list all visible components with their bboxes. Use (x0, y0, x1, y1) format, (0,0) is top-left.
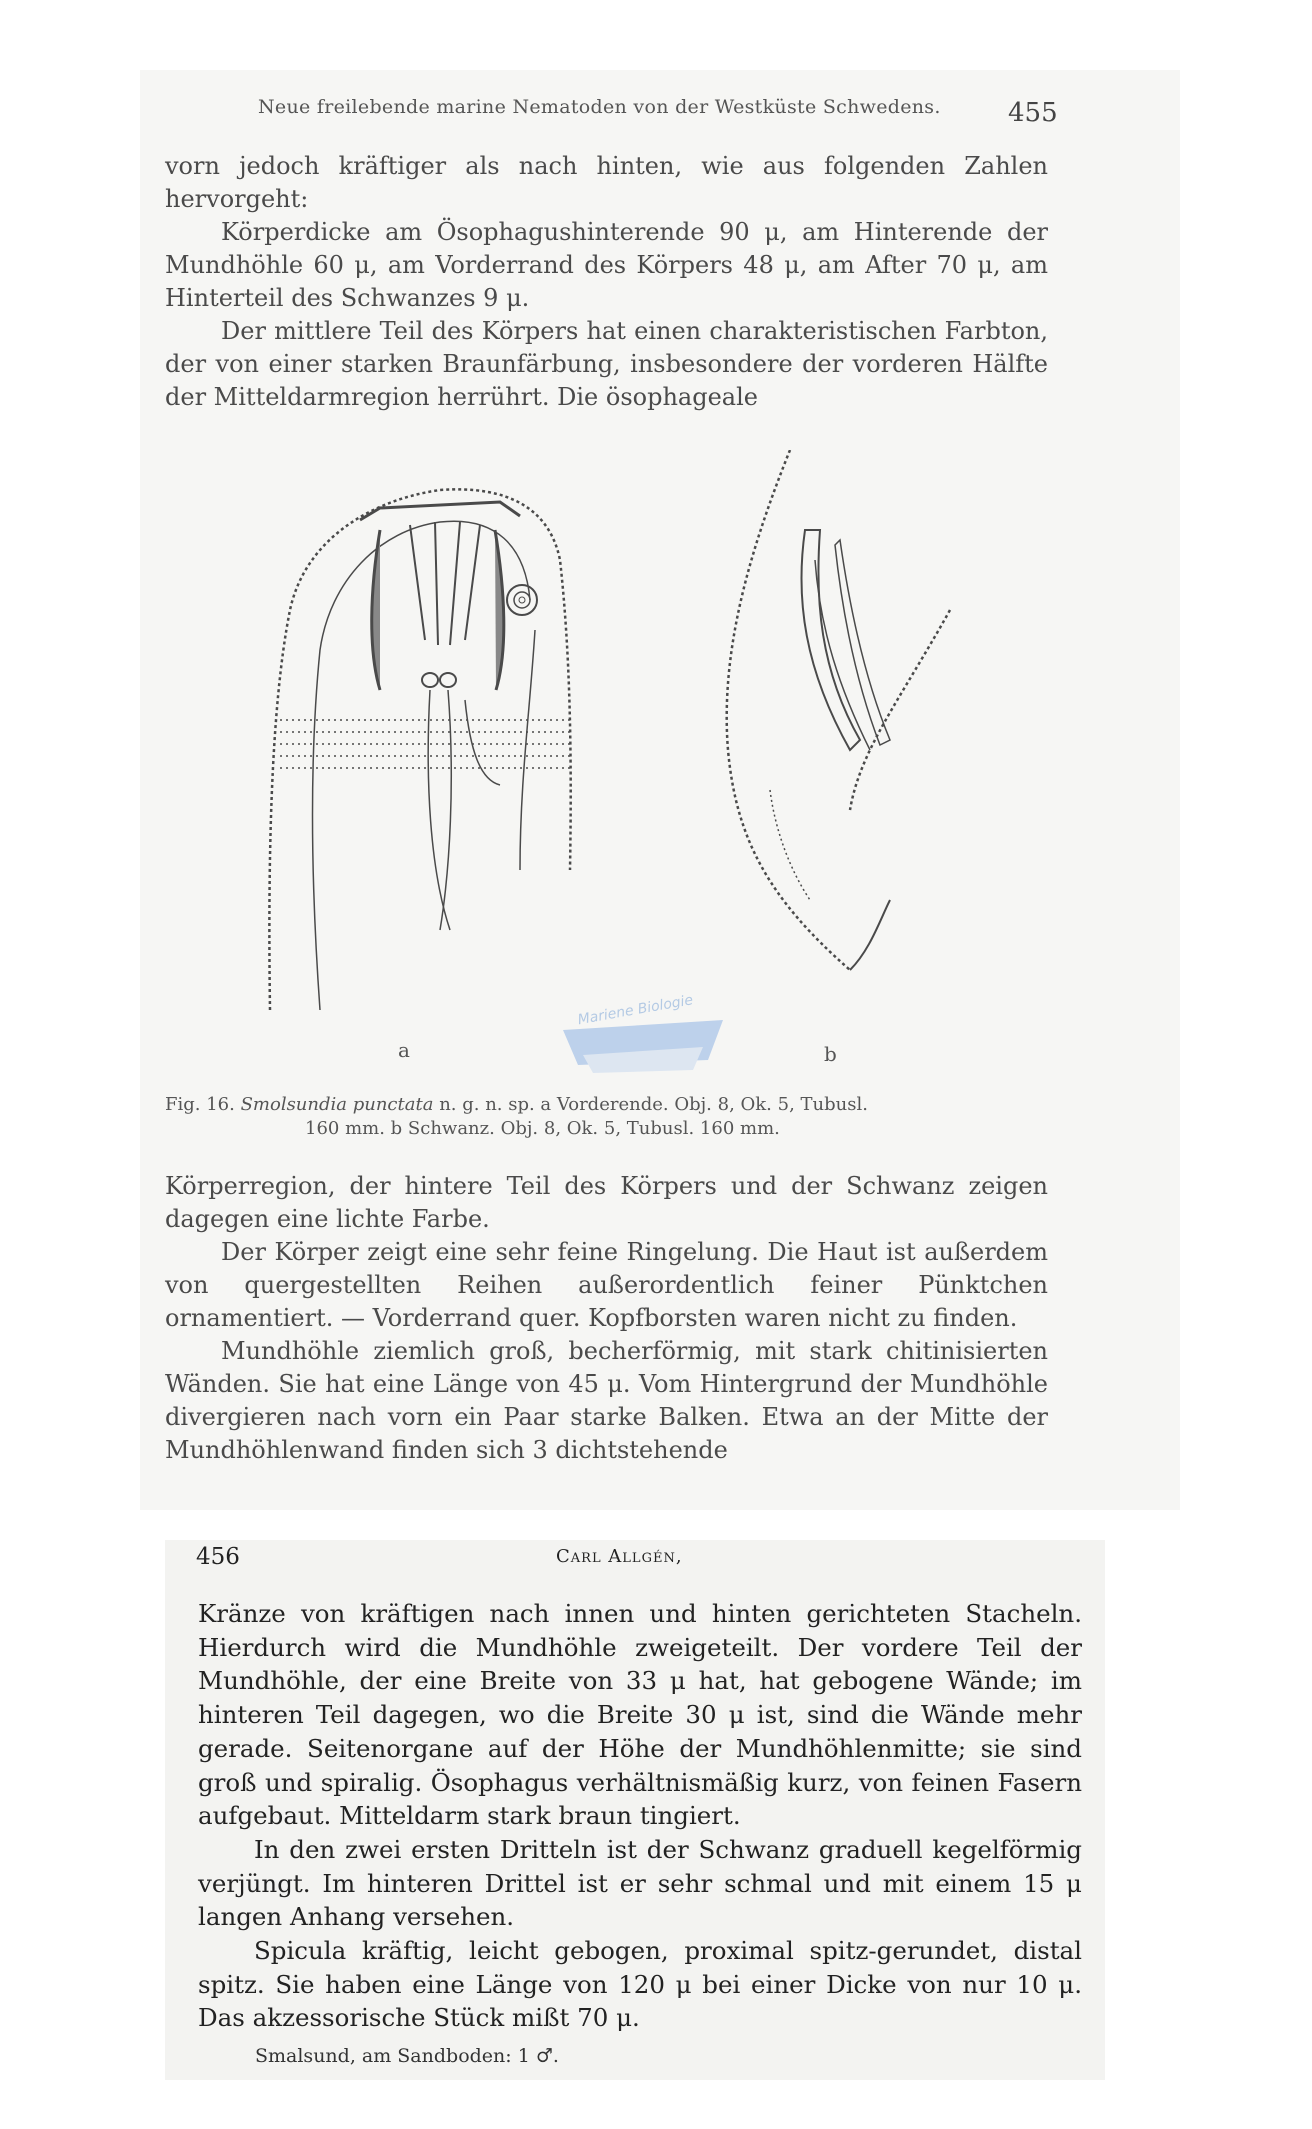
paragraph: Spicula kräftig, leicht gebogen, proximal spitz-gerundet, distal spitz. Sie haben eine Länge von 120 μ bei einer Dicke von nur 10 μ. Das akzessorische Stück mißt 70 μ. (198, 1936, 1082, 2033)
paragraph: Mundhöhle ziemlich groß, becherförmig, mit stark chitinisierten Wänden. Sie hat eine Länge von 45 μ. Vom Hintergrund der Mundhöhle divergieren nach vorn ein Paar starke Balken. Etwa an der Mitte der Mundhöhlenwand finden sich 3 dichtstehende (165, 1337, 1048, 1464)
figure-16-drawing (250, 450, 990, 1010)
paragraph: Körperdicke am Ösophagushinterende 90 μ, am Hinterende der Mundhöhle 60 μ, am Vorderrand des Körpers 48 μ, am After 70 μ, am Hinterteil des Schwanzes 9 μ. (165, 218, 1048, 312)
caption-line-1 (165, 1093, 1048, 1117)
running-head: Neue freilebende marine Nematoden von der Westküste Schwedens. (258, 96, 941, 118)
watermark-text: Mariene Biologie (576, 992, 695, 1029)
caption-prefix: Fig. 16. (165, 1094, 235, 1115)
drawing-b-tail (727, 450, 950, 970)
paragraph: Der Körper zeigt eine sehr feine Ringelung. Die Haut ist außerdem von quergestellten Reihen außerordentlich feiner Pünktchen ornamentiert. — Vorderrand quer. Kopfborsten waren nicht zu finden. (165, 1238, 1048, 1332)
paragraph: Körperregion, der hintere Teil des Körpers und der Schwanz zeigen dagegen eine lichte Farbe. (165, 1172, 1048, 1233)
paragraph: Kränze von kräftigen nach innen und hinten gerichteten Stacheln. Hierdurch wird die Mundhöhle zweigeteilt. Der vordere Teil der Mundhöhle, der eine Breite von 33 μ hat, hat gebogene Wände; im hinteren Teil dagegen, wo die Breite 30 μ ist, sind die Wände mehr gerade. Seitenorgane auf der Höhe der Mundhöhlenmitte; sie sind groß und spiralig. Ösophagus verhältnismäßig kurz, von feinen Fasern aufgebaut. Mitteldarm stark braun tingiert. (198, 1599, 1082, 1831)
caption-line1-rest: n. g. n. sp. a Vorderende. Obj. 8, Ok. 5, Tubusl. (439, 1094, 868, 1115)
page-number-456: 456 (196, 1544, 240, 1570)
text-block-bottom (165, 1170, 1048, 1467)
locality-note: Smalsund, am Sandboden: 1 ♂. (255, 2045, 559, 2067)
paragraph: In den zwei ersten Dritteln ist der Schwanz graduell kegelförmig verjüngt. Im hinteren Drittel ist er sehr schmal und mit einem 15 μ langen Anhang versehen. (198, 1834, 1082, 1932)
caption-species: Smolsundia punctata (240, 1094, 434, 1115)
drawing-a-anterior-end (269, 489, 570, 1010)
page-number-455: 455 (1008, 98, 1058, 128)
figure-label-b: b (824, 1042, 837, 1066)
author-name: Carl Allgén, (556, 1546, 683, 1567)
figure-caption (165, 1093, 1048, 1141)
figure-label-a: a (398, 1038, 410, 1062)
watermark-logo (558, 985, 728, 1085)
paragraph: Der mittlere Teil des Körpers hat einen charakteristischen Farbton, der von einer starken Braunfärbung, insbesondere der vorderen Hälfte der Mitteldarmregion herrührt. Die ösophageale (165, 317, 1048, 411)
text-block-top (165, 150, 1048, 414)
paragraph: vorn jedoch kräftiger als nach hinten, wie aus folgenden Zahlen hervorgeht: (165, 152, 1048, 213)
text-block-page-456 (198, 1597, 1082, 2035)
caption-line-2: 160 mm. b Schwanz. Obj. 8, Ok. 5, Tubusl. 160 mm. (305, 1118, 780, 1139)
